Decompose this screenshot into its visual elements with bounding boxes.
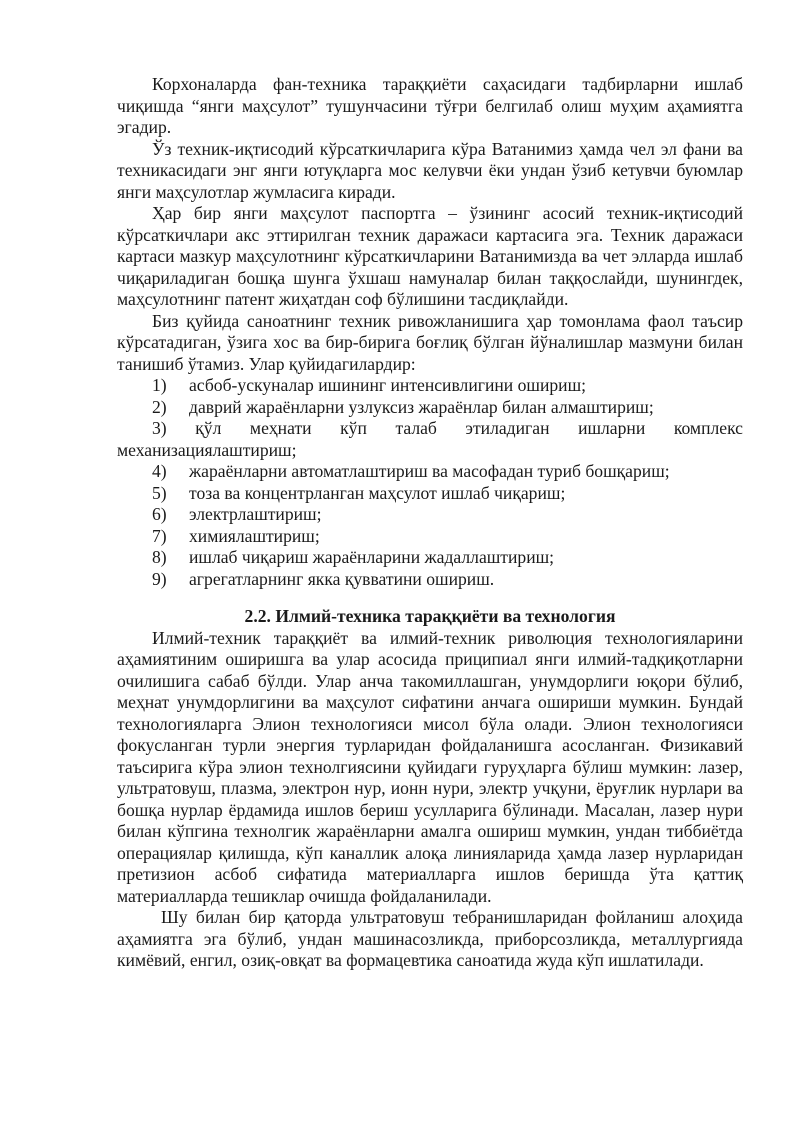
list-item-text: ишлаб чиқариш жараёнларини жадаллаштириш; [189, 547, 555, 567]
list-item [117, 483, 743, 505]
list-item-text: электрлаштириш; [189, 504, 322, 524]
list-item [117, 397, 743, 419]
list-item-number: 8) [152, 547, 167, 567]
list-item-number: 1) [152, 375, 167, 395]
paragraph: Шу билан бир қаторда ультратовуш тебранишларидан фойланиш алоҳида аҳамиятга эга бўлиб, ундан машинасозликда, приборсозликда, металлургияда кимёвий, енгил, озиқ-овқат ва формацевтика саноатида жуда кўп ишлатилади. [117, 907, 743, 970]
list-item [117, 418, 743, 461]
section-heading: 2.2. Илмий-техника тараққиёти ва технология [244, 606, 616, 626]
paragraph: Корхоналарда фан-техника тараққиёти саҳасидаги тадбирларни ишлаб чиқишда “янги маҳсулот” тушунчасини тўғри белгилаб олиш муҳим аҳамиятга эгадир. [117, 74, 743, 137]
list-item-number: 4) [152, 461, 167, 481]
list-item-text: химиялаштириш; [189, 525, 320, 546]
list-item-text: қўл меҳнати кўп талаб этиладиган ишларни комплекс механизациялаштириш; [117, 418, 743, 460]
list-item-number: 2) [152, 396, 167, 417]
list-item [117, 526, 743, 548]
list-item-text: асбоб-ускуналар ишининг интенсивлигини ошириш; [189, 375, 587, 395]
list-item-text: даврий жараёнларни узлуксиз жараёнлар билан алмаштириш; [189, 396, 654, 417]
paragraph: Ўз техник-иқтисодий кўрсаткичларига кўра Ватанимиз ҳамда чел эл фани ва техникасидаги энг янги ютуқларга мос келувчи ёки ундан ўзиб кетувчи буюмлар янги маҳсулотлар жумласига киради. [117, 138, 743, 202]
list-item-number: 7) [152, 525, 167, 546]
document-body [117, 74, 743, 972]
list-item-text: тоза ва концентрланган маҳсулот ишлаб чиқариш; [189, 482, 566, 503]
list-item [117, 569, 743, 591]
list-item [117, 461, 743, 483]
paragraph: Ҳар бир янги маҳсулот паспортга – ўзининг асосий техник-иқтисодий кўрсаткичлари акс эттирилган техник даражаси картасига эга. Техник даражаси картаси мазкур маҳсулотнинг кўрсаткичларини Ватанимизда ва чет элларда ишлаб чиқариладиган бошқа шунга ўхшаш намуналар билан таққослайди, шунингдек, маҳсулотнинг патент жиҳатдан соф бўлишини тасдиқлайди. [117, 203, 743, 309]
list-item-text: агрегатларнинг якка қувватини ошириш. [189, 568, 495, 589]
list-item-number: 5) [152, 482, 167, 503]
paragraph: Биз қуйида саноатнинг техник ривожланишига ҳар томонлама фаол таъсир кўрсатадиган, ўзига хос ва бир-бирига боғлиқ бўлган йўналишлар мазмуни билан танишиб ўтамиз. Улар қуйидагилардир: [117, 310, 743, 374]
list-item-number: 3) [152, 418, 167, 438]
list-item [117, 504, 743, 526]
list-item-number: 9) [152, 568, 167, 589]
list-item [117, 547, 743, 569]
list-item-number: 6) [152, 504, 167, 524]
list-item-text: жараёнларни автоматлаштириш ва масофадан туриб бошқариш; [189, 461, 670, 481]
list-item [117, 375, 743, 397]
paragraph: Илмий-техник тараққиёт ва илмий-техник риволюция технологияларини аҳамиятиним оширишга ва улар асосида приципиал янги илмий-тадқиқотларни очилишига сабаб бўлди. Улар анча такомиллашган, унумдорлиги юқори бўлиб, меҳнат унумдорлигини ва маҳсулот сифатини анчага ошириши мумкин. Бундай технологияларга Элион технологияси мисол бўла олади. Элион технологияси фокусланган турли энергия турларидан фойдаланишга асосланган. Физикавий таъсирига кўра элион технолгиясини қуйидаги гуруҳларга бўлиш мумкин: лазер, ультратовуш, плазма, электрон нур, ионн нури, электр учқуни, ёруғлик нурлари ва бошқа нурлар ёрдамида ишлов бериш усулларига бўлинади. Масалан, лазер нури билан кўпгина технолгик жараёнларни амалга ошириш мумкин, ундан тиббиётда операциялар қилишда, кўп каналлик алоқа линияларида ҳамда лазер нурларидан претизион асбоб сифатида материалларга ишлов беришда ўта қаттиқ материалларда тешиклар очишда фойдаланилади. [117, 627, 743, 906]
